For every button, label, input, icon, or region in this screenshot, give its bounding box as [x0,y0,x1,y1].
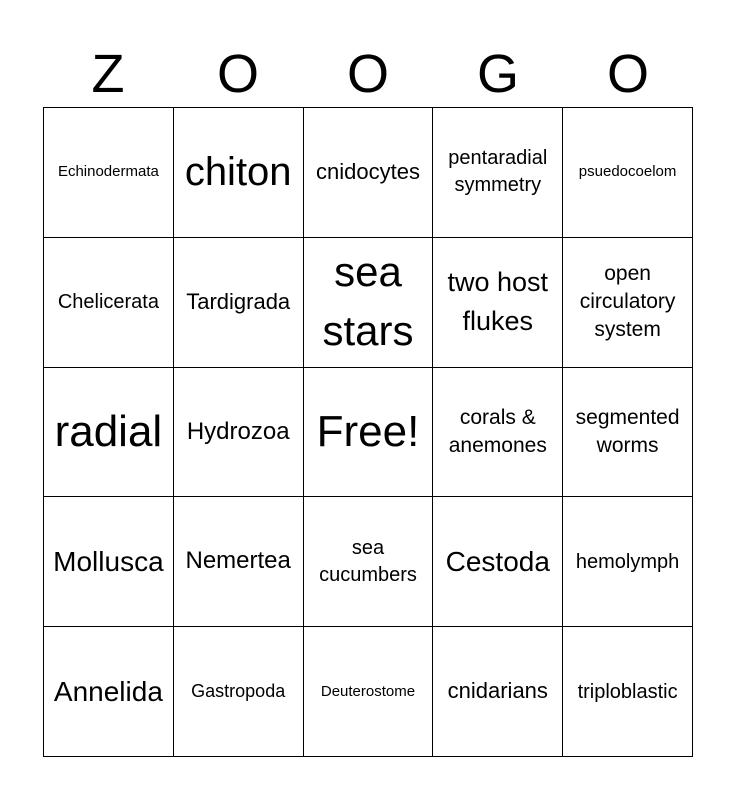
cell-label: corals & anemones [448,405,547,457]
cell-label: open circulatory system [579,261,676,342]
bingo-cell[interactable] [304,108,434,238]
cell-label: segmented worms [575,405,680,457]
cell-label: chiton [184,150,292,195]
cell-label: psuedocoelom [578,163,677,181]
cell-label: pentaradial symmetry [448,147,548,197]
bingo-board [43,107,693,757]
cell-label: Mollusca [53,545,164,577]
cell-label: Deuterostome [320,682,416,700]
bingo-cell[interactable] [563,238,693,368]
bingo-header [43,40,693,108]
cell-label: sea stars [322,248,414,355]
cell-label: Echinodermata [57,163,159,181]
bingo-cell[interactable] [174,497,304,627]
bingo-cell[interactable] [44,238,174,368]
cell-label: Cestoda [445,545,550,577]
bingo-cell[interactable] [563,497,693,627]
header-letter-z: Z [91,44,125,104]
cell-label: two host flukes [447,267,549,337]
cell-label: sea cucumbers [319,536,417,586]
header-letter-o: O [606,44,649,104]
header-letter-o: O [216,44,259,104]
cell-label: cnidocytes [316,159,420,185]
bingo-cell[interactable] [433,627,563,757]
header-letter-g: G [476,44,519,104]
cell-label: hemolymph [575,550,680,573]
bingo-cell[interactable] [44,497,174,627]
cell-label: Tardigrada [186,289,291,314]
bingo-cell[interactable] [44,368,174,498]
bingo-cell[interactable] [304,238,434,368]
cell-label: Chelicerata [57,291,159,314]
free-space-label: Free! [316,406,420,456]
header-letter-o: O [346,44,389,104]
bingo-cell[interactable] [304,627,434,757]
free-space-cell[interactable] [304,368,434,498]
bingo-cell[interactable] [433,497,563,627]
cell-label: Nemertea [185,547,291,575]
bingo-cell[interactable] [563,368,693,498]
bingo-cell[interactable] [174,238,304,368]
cell-label: triploblastic [577,680,678,703]
bingo-cell[interactable] [563,627,693,757]
bingo-cell[interactable] [563,108,693,238]
bingo-cell[interactable] [44,627,174,757]
bingo-cell[interactable] [304,497,434,627]
cell-label: Hydrozoa [186,417,290,445]
bingo-cell[interactable] [44,108,174,238]
bingo-cell[interactable] [433,368,563,498]
bingo-cell[interactable] [433,238,563,368]
bingo-cell[interactable] [174,627,304,757]
cell-label: radial [54,406,163,456]
cell-label: cnidarians [447,678,548,704]
bingo-cell[interactable] [433,108,563,238]
cell-label: Annelida [53,675,163,707]
cell-label: Gastropoda [191,680,286,701]
bingo-cell[interactable] [174,368,304,498]
bingo-cell[interactable] [174,108,304,238]
